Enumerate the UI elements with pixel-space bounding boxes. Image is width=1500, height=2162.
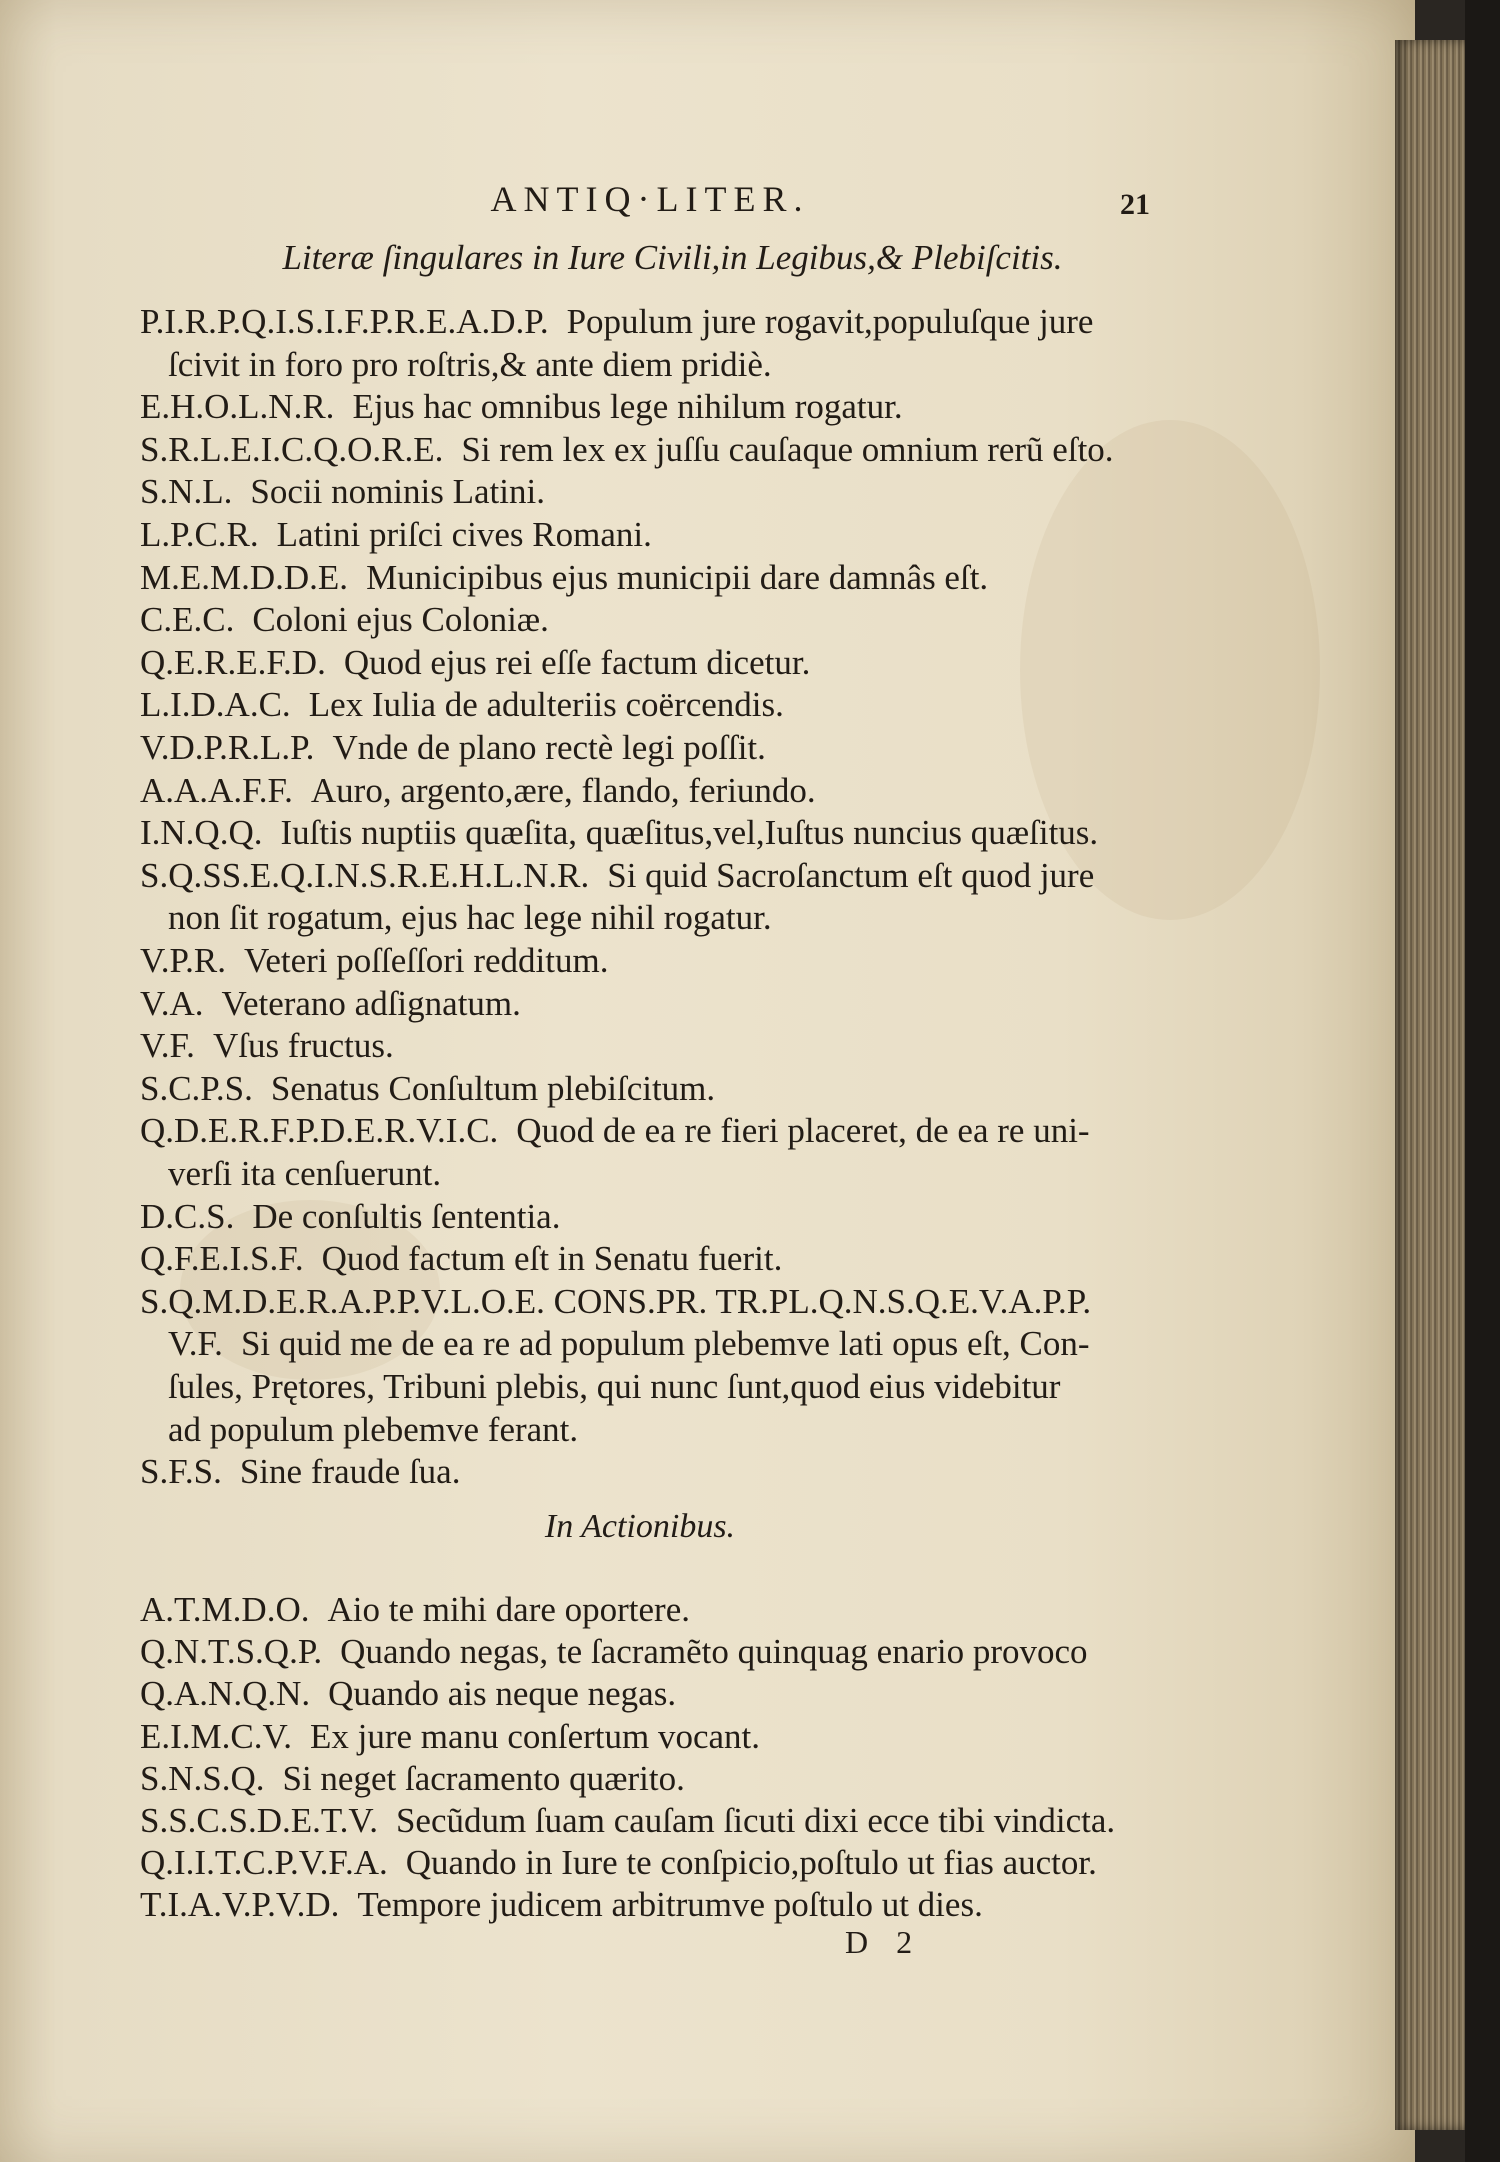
abbreviation: Q.A.N.Q.N. [140,1674,311,1714]
abbreviation: C.E.C. [140,600,235,640]
abbreviation: S.C.P.S. [140,1068,253,1108]
expansion-text: Tempore judicem arbitrumve poſtulo ut dies. [357,1885,983,1925]
entry-line [140,769,816,813]
expansion-text: Quod factum eſt in Senatu fuerit. [321,1239,783,1279]
signature-mark: D 2 [845,1924,923,1960]
expansion-text: Quod ejus rei eſſe factum dicetur. [343,642,811,682]
entry-line [140,1630,1088,1674]
entry-line [140,1450,460,1494]
entry-line [140,1883,983,1927]
abbreviation: Q.D.E.R.F.P.D.E.R.V.I.C. [140,1111,499,1151]
entry-line [140,726,766,770]
expansion-text: Quod de ea re fieri placeret, de ea re uni- [516,1111,1090,1151]
expansion-text: Aio te mihi dare oportere. [327,1590,690,1629]
entry-line [140,300,1093,344]
expansion-text: Municipibus ejus municipii dare damnâs eſt. [366,557,989,597]
expansion-text: Latini priſci cives Romani. [276,515,652,554]
expansion-text: Quando in Iure te conſpicio,poſtulo ut fias auctor. [405,1843,1097,1883]
expansion-text: Senatus Conſultum plebiſcitum. [270,1068,716,1108]
abbreviation: S.Q.SS.E.Q.I.N.S.R.E.H.L.N.R. [140,855,590,895]
abbreviation: A.T.M.D.O. [140,1590,310,1629]
entry-line [168,896,772,940]
expansion-text: Veteri poſſeſſori redditum. [243,941,609,980]
entry-line [140,385,903,429]
expansion-text: verſi ita cenſuerunt. [168,1154,442,1193]
expansion-text: Quando negas, te ſacramẽto quinquag enario provoco [340,1632,1088,1672]
entry-line [140,1237,782,1281]
abbreviation: Q.E.R.E.F.D. [140,642,326,682]
abbreviation: E.H.O.L.N.R. [140,387,335,427]
expansion-text: Si quid me de ea re ad populum plebemve lati opus eſt, Con- [240,1324,1090,1364]
entry-line [140,683,784,727]
entry-line [140,470,545,514]
entry-line [140,1280,1109,1324]
book-binding [1465,0,1500,2162]
abbreviation: S.S.C.S.D.E.T.V. [140,1801,378,1840]
entry-line [140,1715,760,1759]
entry-line [140,939,608,983]
abbreviation: V.F. [168,1324,223,1364]
abbreviation: V.A. [140,983,204,1023]
entry-line [140,513,652,557]
abbreviation: T.I.A.V.P.V.D. [140,1885,340,1925]
abbreviation: V.F. [140,1026,195,1066]
abbreviation: S.N.S.Q. [140,1758,265,1798]
abbreviation: L.P.C.R. [140,515,259,554]
section-title-actions: In Actionibus. [544,1508,736,1545]
expansion-text: Sine fraude ſua. [239,1452,461,1492]
running-header: ANTIQ·LITER. [490,179,810,219]
abbreviation: E.I.M.C.V. [140,1716,293,1756]
entry-line [140,1799,1115,1843]
entry-line [168,1322,1090,1366]
entry-line [168,1365,1060,1409]
expansion-text: De conſultis ſententia. [252,1196,561,1236]
expansion-text: Socii nominis Latini. [250,472,545,512]
entry-line [140,1841,1097,1885]
abbreviation: S.F.S. [140,1452,222,1492]
entry-line [140,1024,394,1068]
expansion-text: Si rem lex ex juſſu cauſaque omnium rerũ eſto. [461,429,1114,469]
entry-line [140,641,810,685]
section-subtitle: Literæ ſingulares in Iure Civili,in Legibus,& Plebiſcitis. [282,238,1063,277]
expansion-text: ad populum plebemve ferant. [168,1409,579,1449]
abbreviation: Q.N.T.S.Q.P. [140,1632,323,1672]
entry-line [140,1067,715,1111]
abbreviation: S.Q.M.D.E.R.A.P.P.V.L.O.E. CONS.PR. TR.PL.Q.N.S.Q.E.V.A.P.P. [140,1281,1092,1321]
entry-line [168,1408,578,1452]
expansion-text: Vſus fructus. [212,1026,394,1066]
expansion-text: Si neget ſacramento quærito. [282,1758,685,1798]
entry-line [140,854,1094,898]
expansion-text: Ejus hac omnibus lege nihilum rogatur. [352,387,903,427]
entry-line [168,343,772,387]
expansion-text: Vnde de plano rectè legi poſſit. [332,728,766,767]
abbreviation: S.R.L.E.I.C.Q.O.R.E. [140,429,444,469]
expansion-text: Secũdum ſuam cauſam ſicuti dixi ecce tibi vindicta. [395,1801,1116,1840]
entry-line [140,1195,560,1239]
abbreviation: M.E.M.D.D.E. [140,557,349,597]
expansion-text: Ex jure manu conſertum vocant. [310,1716,761,1756]
entry-line [140,428,1114,472]
abbreviation: V.P.R. [140,941,226,980]
expansion-text: Si quid Sacroſanctum eſt quod jure [607,855,1095,895]
expansion-text: ſules, Prętores, Tribuni plebis, qui nunc ſunt,quod eius videbitur [168,1367,1061,1406]
abbreviation: P.I.R.P.Q.I.S.I.F.P.R.E.A.D.P. [140,302,549,341]
entry-line [140,1109,1090,1153]
abbreviation: L.I.D.A.C. [140,685,291,725]
entry-line [140,556,988,600]
page-edges [1395,40,1465,2130]
expansion-text: Quando ais neque negas. [328,1674,677,1714]
entry-line [140,982,521,1026]
expansion-text: Lex Iulia de adulteriis coërcendis. [308,685,784,725]
folio-number: 21 [1120,188,1150,221]
abbreviation: Q.I.I.T.C.P.V.F.A. [140,1843,388,1883]
entry-line [140,811,1098,855]
abbreviation: I.N.Q.Q. [140,813,263,853]
entry-line [140,1588,690,1632]
abbreviation: S.N.L. [140,472,233,512]
expansion-text: Populum jure rogavit,populuſque jure [566,302,1094,341]
entry-line [140,598,549,642]
expansion-text: Auro, argento,ære, flando, feriundo. [310,770,816,810]
abbreviation: Q.F.E.I.S.F. [140,1239,304,1279]
entry-line [140,1757,685,1801]
entry-line [140,1672,676,1716]
abbreviation: V.D.P.R.L.P. [140,728,315,767]
expansion-text: Iuſtis nuptiis quæſita, quæſitus,vel,Iuſtus nuncius quæſitus. [280,813,1099,853]
expansion-text: ſcivit in foro pro roſtris,& ante diem pridiè. [168,344,772,384]
entry-line [168,1152,441,1196]
abbreviation: D.C.S. [140,1196,235,1236]
expansion-text: Coloni ejus Coloniæ. [252,600,549,640]
expansion-text: Veterano adſignatum. [221,983,521,1023]
abbreviation: A.A.A.F.F. [140,770,293,810]
expansion-text: non ſit rogatum, ejus hac lege nihil rogatur. [168,898,772,938]
